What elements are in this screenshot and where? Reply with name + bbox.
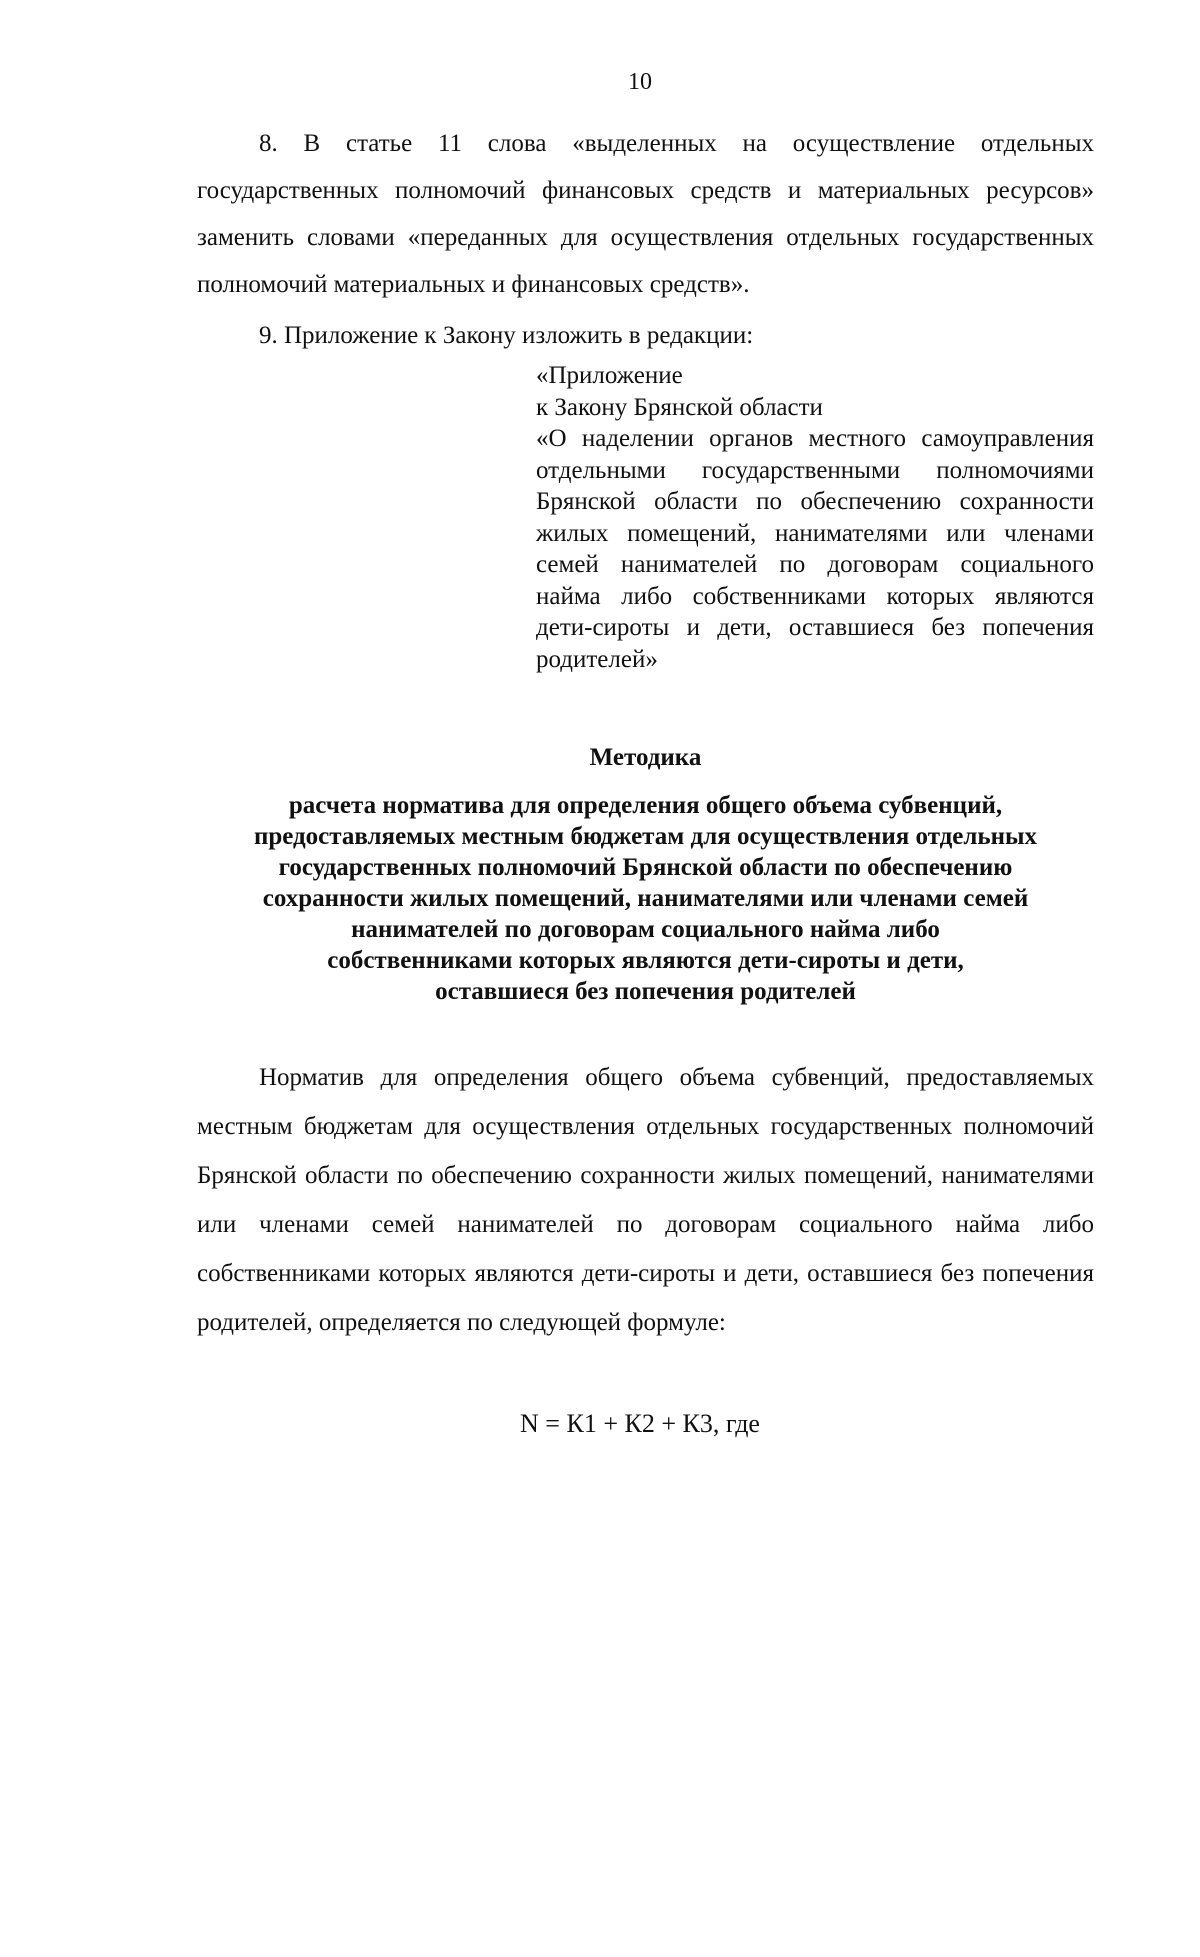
methodology-title: Методика <box>589 744 702 771</box>
methodology-body-paragraph: Норматив для определения общего объема субвенций, предоставляемых местным бюджетам для осуществления отдельных государственных полномочий Брянской области по обеспечению сохранности жилых помещений, нанимателями или членами семей нанимателей по договорам социального найма либо собственниками которых являются дети-сироты и дети, оставшиеся без попечения родителей, определяется по следующей формуле: <box>197 1064 1094 1336</box>
methodology-subtitle <box>197 790 1094 1007</box>
appendix-law-reference: к Закону Брянской области <box>536 393 823 421</box>
methodology-subtitle-line: собственниками которых являются дети-сироты и дети, <box>327 947 964 974</box>
methodology-subtitle-line: расчета норматива для определения общего объема субвенций, <box>288 792 1003 819</box>
appendix-title: «Приложение <box>536 362 683 389</box>
paragraph-item-8: 8. В статье 11 слова «выделенных на осуществление отдельных государственных полномочий финансовых средств и материальных ресурсов» заменить словами «переданных для осуществления отдельных государственных полномочий материальных и финансовых средств». <box>197 130 1094 298</box>
formula: N = К1 + К2 + К3, где <box>520 1409 760 1438</box>
methodology-subtitle-line: государственных полномочий Брянской области по обеспечению <box>278 854 1013 881</box>
appendix-heading-block <box>536 360 1094 675</box>
methodology-subtitle-line: оставшиеся без попечения родителей <box>435 978 856 1005</box>
methodology-subtitle-line: сохранности жилых помещений, нанимателями или членами семей <box>262 885 1029 912</box>
methodology-subtitle-line: нанимателей по договорам социального найма либо <box>351 916 940 943</box>
methodology-subtitle-line: предоставляемых местным бюджетам для осуществления отдельных <box>253 823 1038 850</box>
appendix-law-name: «О наделении органов местного самоуправления отдельными государственными полномочиями Брянской области по обеспечению сохранности жилых помещений, нанимателями или членами семей нанимателей по договорам социального найма либо собственниками которых являются дети-сироты и дети, оставшиеся без попечения родителей» <box>536 425 1094 673</box>
paragraph-item-9: 9. Приложение к Закону изложить в редакции: <box>259 322 754 349</box>
page-number: 10 <box>628 69 652 95</box>
